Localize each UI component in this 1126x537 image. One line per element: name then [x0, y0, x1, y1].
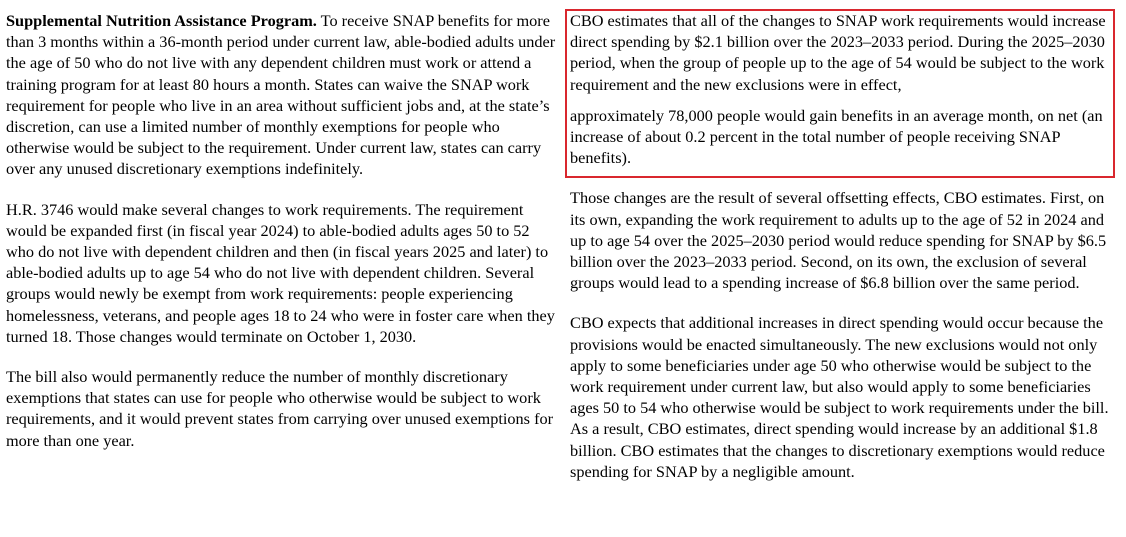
offsetting-effects-paragraph: Those changes are the result of several offsetting effects, CBO estimates. First, on its own, expanding the work requirement to adults up to the age of 52 in 2024 and up to age 54 over the 2025–2030 period would reduce spending for SNAP by $6.5 billion over the 2023–2033 period. Second, on its own, the exclusion of several groups would lead to a spending increase of $6.8 billion over the same period. [570, 188, 1107, 293]
snap-intro-text: To receive SNAP benefits for more than 3 months within a 36-month period under current law, able-bodied adults under the age of 50 who do not live with any dependent children must work or attend a training program for at least 80 hours a month. States can waive the SNAP work requirement for people who live in an area without sufficient jobs and, at the state’s discretion, can use a limited number of monthly exemptions for people who otherwise would be subject to the requirement. Under current law, states can carry over any unused discretionary exemptions indefinitely. [6, 11, 556, 179]
snap-intro-paragraph [6, 10, 557, 180]
exemptions-paragraph: The bill also would permanently reduce the number of monthly discretionary exemptions that states can use for people who otherwise would be subject to work requirements, and it would prevent states from carrying over unused exemptions for more than one year. [6, 367, 554, 450]
work-requirements-paragraph: H.R. 3746 would make several changes to work requirements. The requirement would be expanded first (in fiscal year 2024) to able-bodied adults ages 50 to 52 who do not live with dependent children and then (in fiscal years 2025 and later) to able-bodied adults up to age 54 who do not live with dependent children. Several groups would newly be exempt from work requirements: people experiencing homelessness, veterans, and people ages 18 to 24 who were in foster care when they turned 18. Those changes would terminate on October 1, 2030. [6, 199, 555, 346]
section-heading: Supplemental Nutrition Assistance Program. [6, 11, 317, 30]
right-column [570, 10, 1118, 482]
cbo-estimate-paragraph: CBO estimates that all of the changes to SNAP work requirements would increase direct spending by $2.1 billion over the 2023–2033 period. During the 2025–2030 period, when the group of people up to the age of 54 would be subject to the work requirement and the new exclusions were in effect, [570, 11, 1106, 94]
additional-spending-paragraph: CBO expects that additional increases in direct spending would occur because the provisions would be enacted simultaneously. The new exclusions would not only apply to some beneficiaries under age 50 who otherwise would be subject to the work requirement under current law, but also would apply to some beneficiaries ages 50 to 54 who otherwise would be subject to work requirements under the bill. As a result, CBO estimates, direct spending would increase by an additional $1.8 billion. CBO estimates that the changes to discretionary exemptions would reduce spending for SNAP by a negligible amount. [570, 313, 1109, 481]
left-column [6, 10, 557, 451]
benefits-gain-paragraph: approximately 78,000 people would gain benefits in an average month, on net (an increase of about 0.2 percent in the total number of people receiving SNAP benefits). [570, 105, 1103, 168]
